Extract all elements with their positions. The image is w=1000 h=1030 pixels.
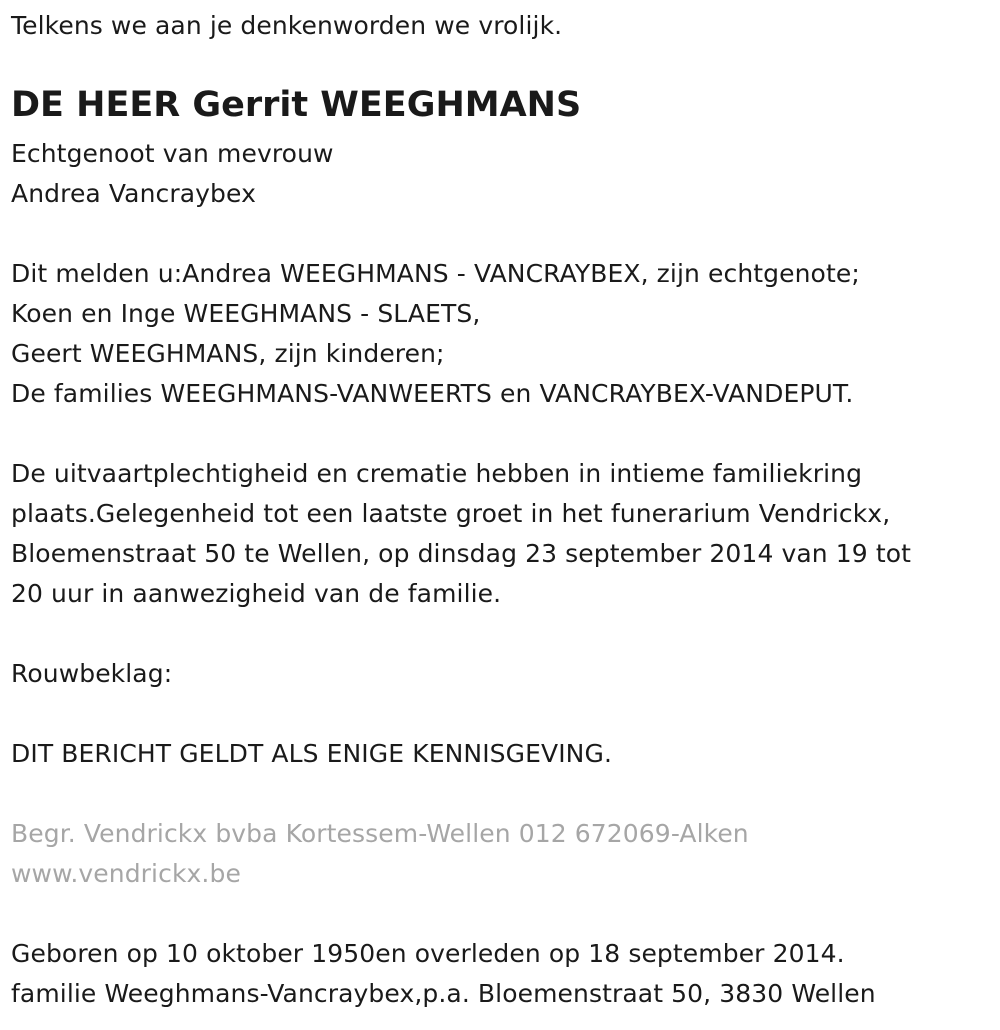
spouse-line: Andrea Vancraybex — [11, 179, 256, 208]
undertaker-block — [11, 814, 749, 894]
ceremony-line: 20 uur in aanwezigheid van de familie. — [11, 579, 502, 608]
spouse-line: Echtgenoot van mevrouw — [11, 139, 334, 168]
notice-text: DIT BERICHT GELDT ALS ENIGE KENNISGEVING. — [11, 739, 612, 768]
intro-text: Telkens we aan je denkenworden we vrolijk. — [11, 11, 563, 40]
spouse-block — [11, 134, 334, 214]
ceremony-line: Bloemenstraat 50 te Wellen, op dinsdag 23 september 2014 van 19 tot — [11, 539, 912, 568]
footer-line: Geboren op 10 oktober 1950en overleden op 18 september 2014. — [11, 939, 845, 968]
footer-block — [11, 934, 876, 1014]
deceased-name-heading: DE HEER Gerrit WEEGHMANS — [11, 85, 582, 125]
announcer-line: Dit melden u:Andrea WEEGHMANS - VANCRAYBEX, zijn echtgenote; — [11, 259, 860, 288]
condolences-label: Rouwbeklag: — [11, 659, 173, 688]
undertaker-website: www.vendrickx.be — [11, 859, 241, 888]
ceremony-line: plaats.Gelegenheid tot een laatste groet in het funerarium Vendrickx, — [11, 499, 891, 528]
ceremony-line: De uitvaartplechtigheid en crematie hebben in intieme familiekring — [11, 459, 863, 488]
announcer-line: Koen en Inge WEEGHMANS - SLAETS, — [11, 299, 481, 328]
ceremony-block — [11, 454, 911, 614]
announcers-block — [11, 254, 860, 414]
announcer-line: Geert WEEGHMANS, zijn kinderen; — [11, 339, 445, 368]
footer-line: familie Weeghmans-Vancraybex,p.a. Bloemenstraat 50, 3830 Wellen — [11, 979, 876, 1008]
announcer-line: De families WEEGHMANS-VANWEERTS en VANCRAYBEX-VANDEPUT. — [11, 379, 854, 408]
undertaker-line: Begr. Vendrickx bvba Kortessem-Wellen 012 672069-Alken — [11, 819, 749, 848]
